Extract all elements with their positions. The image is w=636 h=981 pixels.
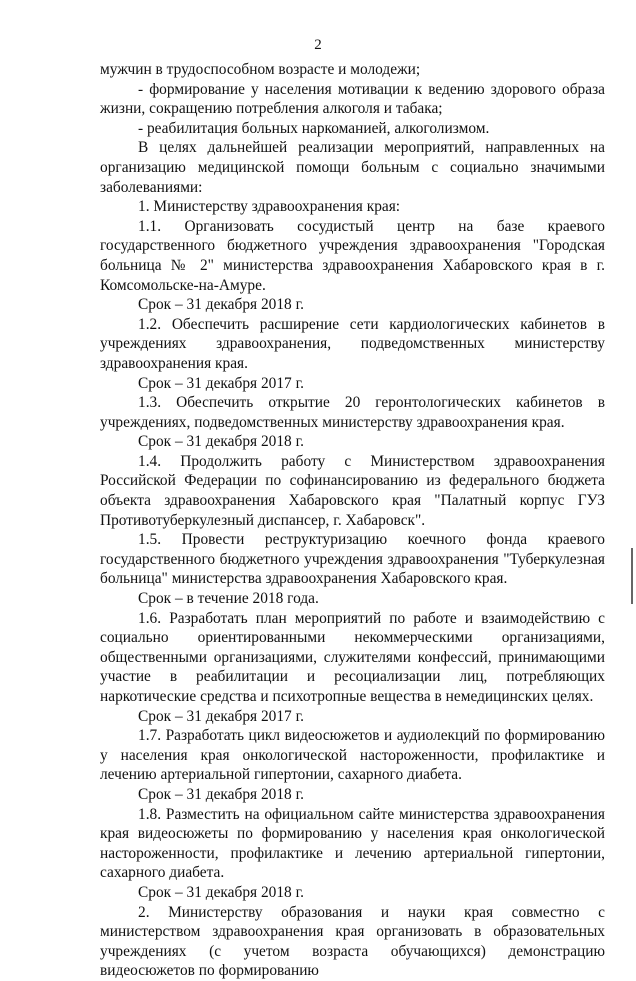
deadline: Срок – 31 декабря 2018 г. [138, 433, 305, 451]
page-number: 2 [314, 37, 322, 53]
deadline: Срок – 31 декабря 2017 г. [138, 374, 305, 392]
paragraph: 1.7. Разработать цикл видеосюжетов и аудиолекций по формированию у населения края онкологической настороженности, профилактике и лечению артериальной гипертонии, сахарного диабета. [100, 727, 605, 784]
deadline: Срок – 31 декабря 2017 г. [138, 707, 305, 725]
paragraph: 1.2. Обеспечить расширение сети кардиологических кабинетов в учреждениях здравоохранения, подведомственных министерству здравоохранения края. [100, 315, 605, 372]
paragraph: - формирование у населения мотивации к ведению здорового образа жизни, сокращению потребления алкоголя и табака; [100, 80, 605, 118]
paragraph: 1.1. Организовать сосудистый центр на базе краевого государственного бюджетного учреждения здравоохранения "Городская больница № 2" министерства здравоохранения Хабаровского края в г. Комсомольске-на-Амуре. [100, 217, 605, 294]
paragraph: 1.8. Разместить на официальном сайте министерства здравоохранения края видеосюжеты по формированию у населения края онкологической настороженности, профилактике и лечению артериальной гипертонии, сахарного диабета. [100, 805, 605, 882]
scan-edge-mark [631, 548, 633, 604]
deadline: Срок – 31 декабря 2018 г. [138, 296, 305, 314]
deadline: Срок – 31 декабря 2018 г. [138, 883, 305, 901]
paragraph: 1.3. Обеспечить открытие 20 геронтологических кабинетов в учреждениях, подведомственных министерству здравоохранения края. [100, 394, 605, 431]
document-body [100, 60, 605, 981]
deadline: Срок – 31 декабря 2018 г. [138, 785, 305, 803]
paragraph: 2. Министерству образования и науки края совместно с министерством здравоохранения края организовать в образовательных учреждениях (с учетом возраста обучающихся) демонстрацию видеосюжетов по формированию [100, 903, 605, 980]
paragraph: 1.6. Разработать план мероприятий по работе и взаимодействию с социально ориентированными некоммерческими организациями, общественными организациями, служителями конфессий, принимающими участие в реабилитации и ресоциализации лиц, потребляющих наркотические средства и психотропные вещества в немедицинских целях. [100, 609, 605, 705]
paragraph: 1.4. Продолжить работу с Министерством здравоохранения Российской Федерации по софинансированию из федерального бюджета объекта здравоохранения Хабаровского края "Палатный корпус ГУЗ Противотуберкулезный диспансер, г. Хабаровск". [100, 452, 605, 529]
paragraph: - реабилитация больных наркоманией, алкоголизмом. [138, 119, 490, 137]
paragraph: 1.5. Провести реструктуризацию коечного фонда краевого государственного бюджетного учреждения здравоохранения "Туберкулезная больница" министерства здравоохранения Хабаровского края. [100, 531, 605, 588]
deadline: Срок – в течение 2018 года. [138, 590, 319, 608]
paragraph: 1. Министерству здравоохранения края: [138, 198, 401, 216]
paragraph: В целях дальнейшей реализации мероприятий, направленных на организацию медицинской помощи больным с социально значимыми заболеваниями: [100, 139, 605, 196]
paragraph: мужчин в трудоспособном возрасте и молодежи; [100, 61, 421, 78]
